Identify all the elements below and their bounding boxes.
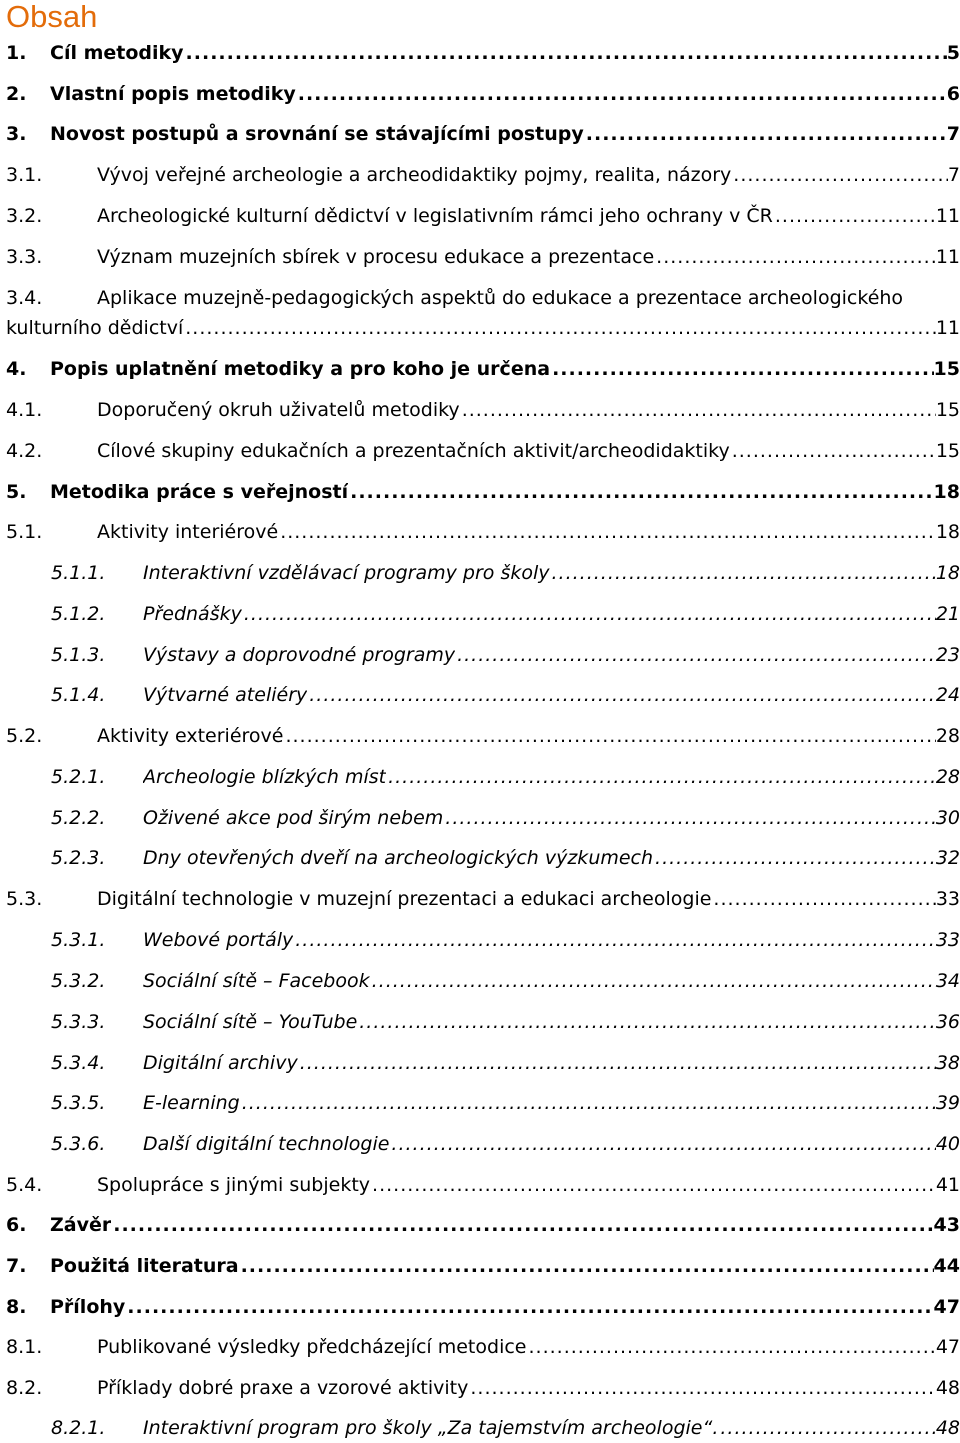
toc-entry-title: Dny otevřených dveří na archeologických výzkumech xyxy=(143,847,654,869)
toc-entry-title: E-learning xyxy=(143,1092,240,1114)
toc-entry-title: Význam muzejních sbírek v procesu edukace a prezentace xyxy=(97,246,655,268)
toc-entry-page: 11 xyxy=(935,205,960,227)
toc-entry-number: 3.1. xyxy=(6,164,43,186)
toc-entry-title: Cílové skupiny edukačních a prezentačních aktivit/archeodidaktiky xyxy=(97,440,730,462)
toc-entry-number: 3.2. xyxy=(6,205,43,227)
toc-entry-number: 5.1.4. xyxy=(51,684,106,706)
toc-entry-number: 3. xyxy=(6,123,27,145)
toc-entry-title: Doporučený okruh uživatelů metodiky xyxy=(97,399,460,421)
toc-entry-number: 5.2.1. xyxy=(51,766,106,788)
toc-entry-title: Archeologie blízkých míst xyxy=(143,766,387,788)
toc-entry[interactable] xyxy=(0,119,960,149)
dot-leader xyxy=(239,1251,934,1281)
toc-entry-title: Cíl metodiky xyxy=(50,42,184,64)
dot-leader xyxy=(183,313,936,343)
dot-leader xyxy=(389,1129,935,1159)
toc-entry[interactable] xyxy=(0,477,960,507)
toc-entry[interactable] xyxy=(0,1048,960,1078)
dot-leader xyxy=(584,119,947,149)
toc-entry-page: 15 xyxy=(935,440,960,462)
dot-leader xyxy=(386,762,936,792)
toc-entry-number: 6. xyxy=(6,1214,27,1236)
toc-entry-page: 11 xyxy=(935,246,960,268)
dot-leader xyxy=(731,160,948,190)
toc-entry-number: 5.2. xyxy=(6,725,43,747)
toc-entry[interactable] xyxy=(0,966,960,996)
toc-entry-title: Popis uplatnění metodiky a pro koho je určena xyxy=(50,358,551,380)
toc-entry-page: 23 xyxy=(935,644,960,666)
toc-entry[interactable] xyxy=(0,843,960,873)
toc-entry-page: 38 xyxy=(935,1052,960,1074)
dot-leader xyxy=(111,1210,933,1240)
toc-entry-number: 5. xyxy=(6,481,27,503)
toc-entry-page: 5 xyxy=(946,42,960,64)
dot-leader xyxy=(296,79,947,109)
toc-entry-title: Závěr xyxy=(50,1214,112,1236)
toc-entry-number: 4. xyxy=(6,358,27,380)
toc-entry[interactable] xyxy=(0,1210,960,1240)
toc-entry-title: Interaktivní program pro školy „Za tajemstvím archeologie“. xyxy=(143,1417,719,1439)
dot-leader xyxy=(293,925,936,955)
toc-entry-number: 5.1.3. xyxy=(51,644,106,666)
toc-entry[interactable] xyxy=(0,160,960,190)
toc-entry-title: Digitální archivy xyxy=(143,1052,298,1074)
toc-entry-title: Novost postupů a srovnání se stávajícími postupy xyxy=(50,123,584,145)
toc-entry-number: 8. xyxy=(6,1296,27,1318)
dot-leader xyxy=(298,1048,936,1078)
toc-entry[interactable] xyxy=(0,242,960,272)
toc-entry-number: 2. xyxy=(6,83,27,105)
toc-entry-page: 43 xyxy=(933,1214,960,1236)
toc-entry-number: 5.3.6. xyxy=(51,1133,106,1155)
dot-leader xyxy=(242,599,936,629)
dot-leader xyxy=(184,38,947,68)
toc-entry-title: Další digitální technologie xyxy=(143,1133,390,1155)
toc-entry[interactable] xyxy=(0,436,960,466)
toc-entry-number: 7. xyxy=(6,1255,27,1277)
toc-entry[interactable] xyxy=(0,283,960,343)
dot-leader xyxy=(653,843,936,873)
toc-entry-page: 18 xyxy=(935,521,960,543)
toc-entry-title: Spolupráce s jinými subjekty xyxy=(97,1174,371,1196)
dot-leader xyxy=(443,803,936,833)
toc-entry-number: 5.1.1. xyxy=(51,562,106,584)
toc-entry[interactable] xyxy=(0,354,960,384)
toc-entry-page: 28 xyxy=(935,766,960,788)
dot-leader xyxy=(711,884,935,914)
toc-entry-page: 39 xyxy=(935,1092,960,1114)
toc-entry-page: 15 xyxy=(935,399,960,421)
toc-entry-page: 48 xyxy=(935,1377,960,1399)
toc-entry-title: Příklady dobré praxe a vzorové aktivity xyxy=(97,1377,469,1399)
toc-entry-page: 18 xyxy=(935,562,960,584)
toc-entry-page: 34 xyxy=(935,970,960,992)
toc-entry-page: 7 xyxy=(946,123,960,145)
toc-entry-number: 5.3.5. xyxy=(51,1092,106,1114)
toc-entry-title: Digitální technologie v muzejní prezentaci a edukaci archeologie xyxy=(97,888,712,910)
toc-entry-title: Interaktivní vzdělávací programy pro školy xyxy=(143,562,550,584)
toc-entry-page: 44 xyxy=(933,1255,960,1277)
toc-entry-number: 8.2. xyxy=(6,1377,43,1399)
toc-entry-title: Přílohy xyxy=(50,1296,126,1318)
toc-entry[interactable] xyxy=(0,1129,960,1159)
dot-leader xyxy=(240,1088,936,1118)
toc-entry[interactable] xyxy=(0,721,960,751)
toc-entry[interactable] xyxy=(0,38,960,68)
toc-entry-page: 24 xyxy=(935,684,960,706)
dot-leader xyxy=(125,1292,933,1322)
toc-entry[interactable] xyxy=(0,1088,960,1118)
dot-leader xyxy=(460,395,936,425)
toc-entry[interactable] xyxy=(0,517,960,547)
dot-leader xyxy=(283,721,935,751)
toc-entry-page: 32 xyxy=(935,847,960,869)
toc-entry[interactable] xyxy=(0,1373,960,1403)
toc-entry-number: 5.1.2. xyxy=(51,603,106,625)
toc-entry-number: 5.3.2. xyxy=(51,970,106,992)
toc-entry-page: 6 xyxy=(946,83,960,105)
toc-entry-page: 36 xyxy=(935,1011,960,1033)
toc-entry-number: 3.4. xyxy=(6,287,43,309)
toc-entry-number: 4.2. xyxy=(6,440,43,462)
dot-leader xyxy=(278,517,936,547)
toc-entry[interactable] xyxy=(0,640,960,670)
toc-entry-title: Oživené akce pod širým nebem xyxy=(143,807,444,829)
toc-entry-page: 15 xyxy=(933,358,960,380)
toc-entry-title: Metodika práce s veřejností xyxy=(50,481,349,503)
toc-entry-number: 5.3.1. xyxy=(51,929,106,951)
toc-entry-title: Aktivity interiérové xyxy=(97,521,279,543)
toc-entry-title: Publikované výsledky předcházející metodice xyxy=(97,1336,527,1358)
toc-entry-number: 5.3. xyxy=(6,888,43,910)
toc-entry-title: Aktivity exteriérové xyxy=(97,725,284,747)
toc-entry[interactable] xyxy=(0,395,960,425)
toc-entry-number: 8.2.1. xyxy=(51,1417,106,1439)
toc-entry-number: 5.2.2. xyxy=(51,807,106,829)
dot-leader xyxy=(348,477,933,507)
toc-entry-title-continuation: kulturního dědictví xyxy=(6,317,184,339)
toc-entry[interactable] xyxy=(0,1251,960,1281)
toc-entry-title: Vývoj veřejné archeologie a archeodidaktiky pojmy, realita, názory xyxy=(97,164,732,186)
dot-leader xyxy=(730,436,936,466)
dot-leader xyxy=(357,1007,936,1037)
toc-entry[interactable] xyxy=(0,762,960,792)
page-title: Obsah xyxy=(6,0,98,34)
toc-entry[interactable] xyxy=(0,1413,960,1443)
dot-leader xyxy=(550,354,933,384)
dot-leader xyxy=(718,1413,935,1443)
toc-entry[interactable] xyxy=(0,803,960,833)
dot-leader xyxy=(307,680,936,710)
toc-entry-page: 48 xyxy=(935,1417,960,1439)
toc-entry[interactable] xyxy=(0,201,960,231)
toc-entry-number: 8.1. xyxy=(6,1336,43,1358)
toc-entry-number: 5.4. xyxy=(6,1174,43,1196)
toc-entry[interactable] xyxy=(0,79,960,109)
toc-entry-page: 33 xyxy=(935,929,960,951)
dot-leader xyxy=(773,201,936,231)
toc-entry[interactable] xyxy=(0,1332,960,1362)
dot-leader xyxy=(468,1373,935,1403)
toc-entry-page: 30 xyxy=(935,807,960,829)
toc-entry-title: Archeologické kulturní dědictví v legislativním rámci jeho ochrany v ČR xyxy=(97,205,773,227)
toc-entry[interactable] xyxy=(0,925,960,955)
dot-leader xyxy=(370,1170,936,1200)
toc-entry-number: 5.1. xyxy=(6,521,43,543)
toc-entry-number: 5.3.4. xyxy=(51,1052,106,1074)
toc-entry-title: Použitá literatura xyxy=(50,1255,239,1277)
toc-entry[interactable] xyxy=(0,558,960,588)
toc-entry-page: 47 xyxy=(933,1296,960,1318)
toc-entry-page: 21 xyxy=(935,603,960,625)
dot-leader xyxy=(527,1332,936,1362)
toc-entry-title: Výtvarné ateliéry xyxy=(143,684,308,706)
toc-entry-title: Sociální sítě – Facebook xyxy=(143,970,370,992)
toc-entry-title: Sociální sítě – YouTube xyxy=(143,1011,358,1033)
toc-entry-page: 18 xyxy=(933,481,960,503)
toc-entry-number: 4.1. xyxy=(6,399,43,421)
toc-entry[interactable] xyxy=(0,680,960,710)
toc-entry-title: Vlastní popis metodiky xyxy=(50,83,296,105)
toc-entry[interactable] xyxy=(0,1292,960,1322)
toc-entry-number: 1. xyxy=(6,42,27,64)
toc-entry-page: 28 xyxy=(935,725,960,747)
toc-entry-page: 33 xyxy=(935,888,960,910)
dot-leader xyxy=(370,966,936,996)
toc-entry[interactable] xyxy=(0,1170,960,1200)
toc-entry-page: 40 xyxy=(935,1133,960,1155)
toc-entry-title: Aplikace muzejně-pedagogických aspektů do edukace a prezentace archeologického xyxy=(97,287,904,309)
dot-leader xyxy=(455,640,936,670)
toc-entry-page: 11 xyxy=(935,317,960,339)
toc-entry-title: Webové portály xyxy=(143,929,294,951)
toc-entry-page: 7 xyxy=(947,164,960,186)
toc-entry[interactable] xyxy=(0,1007,960,1037)
toc-entry-number: 3.3. xyxy=(6,246,43,268)
toc-entry[interactable] xyxy=(0,884,960,914)
toc-entry-number: 5.3.3. xyxy=(51,1011,106,1033)
toc-entry-title: Přednášky xyxy=(143,603,242,625)
dot-leader xyxy=(654,242,936,272)
toc-entry-number: 5.2.3. xyxy=(51,847,106,869)
toc-entry-page: 41 xyxy=(935,1174,960,1196)
toc-entry[interactable] xyxy=(0,599,960,629)
toc-entry-title: Výstavy a doprovodné programy xyxy=(143,644,456,666)
dot-leader xyxy=(550,558,936,588)
toc-entry-page: 47 xyxy=(935,1336,960,1358)
